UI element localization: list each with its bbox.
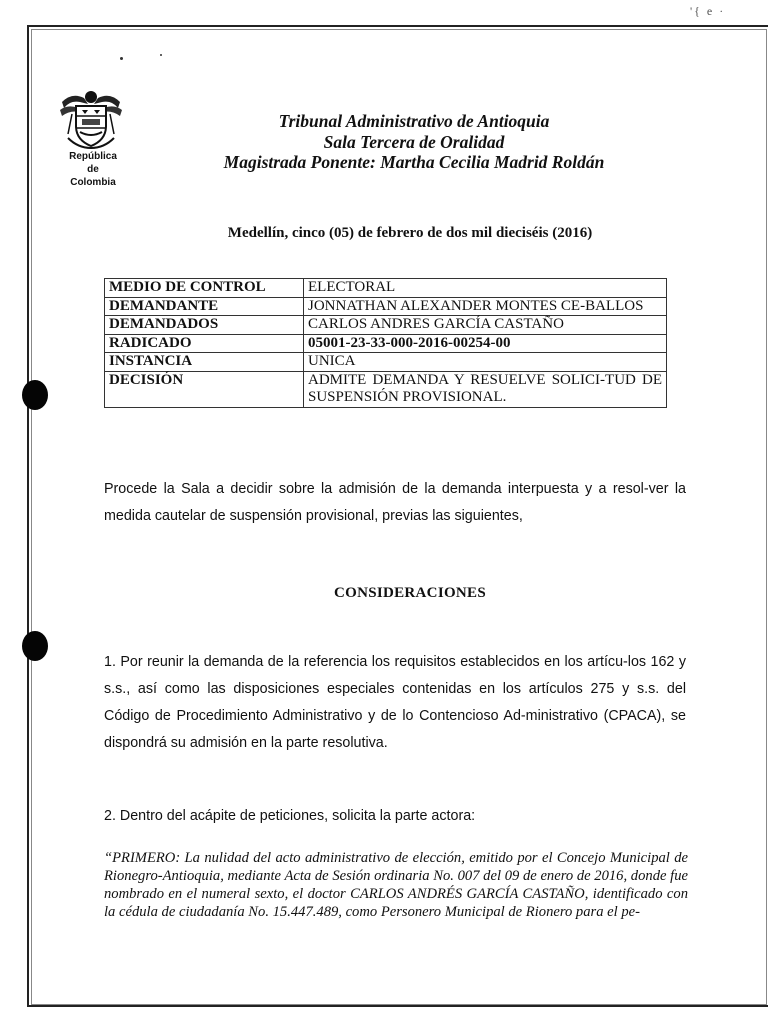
table-row	[105, 316, 667, 335]
corner-handwritten-mark: '{ e ·	[690, 4, 726, 18]
country-label	[56, 150, 130, 189]
field-label: DEMANDANTE	[105, 297, 304, 316]
quoted-petition: “PRIMERO: La nulidad del acto administrativo de elección, emitido por el Concejo Municipal de Rionegro-Antioquia, mediante Acta de Sesión ordinaria No. 007 del 09 de enero de 2016, donde fue nombrado en el numeral sexto, el doctor CARLOS ANDRÉS GARCÍA CASTAÑO, identificado con la cédula de ciudadanía No. 15.447.489, como Personero Municipal de Rionero para el pe-	[104, 850, 688, 920]
table-row	[105, 297, 667, 316]
case-details-table	[104, 278, 667, 408]
punch-hole	[22, 631, 48, 661]
field-value: ELECTORAL	[304, 279, 667, 298]
country-label-line: de	[87, 164, 99, 175]
scan-speck	[120, 57, 123, 60]
table-row	[105, 334, 667, 353]
field-value: JONNATHAN ALEXANDER MONTES CE-BALLOS	[304, 297, 667, 316]
field-label: MEDIO DE CONTROL	[105, 279, 304, 298]
field-label: RADICADO	[105, 334, 304, 353]
field-label: DECISIÓN	[105, 371, 304, 407]
document-date: Medellín, cinco (05) de febrero de dos mil dieciséis (2016)	[227, 225, 593, 241]
court-chamber: Sala Tercera de Oralidad	[323, 131, 505, 152]
table-row	[105, 279, 667, 298]
intro-paragraph: Procede la Sala a decidir sobre la admisión de la demanda interpuesta y a resol-ver la medida cautelar de suspensión provisional, previas las siguientes,	[104, 481, 686, 524]
court-name: Tribunal Administrativo de Antioquia	[278, 111, 550, 131]
punch-hole	[22, 380, 48, 410]
court-header	[170, 111, 658, 173]
section-title: CONSIDERACIONES	[333, 585, 487, 601]
colombia-coat-of-arms-icon	[58, 88, 124, 152]
field-label: DEMANDADOS	[105, 316, 304, 335]
presiding-magistrate: Magistrada Ponente: Martha Cecilia Madrid Roldán	[223, 152, 605, 172]
table-row	[105, 371, 667, 407]
country-label-line: Colombia	[70, 177, 116, 188]
field-value: UNICA	[304, 353, 667, 372]
scan-speck	[160, 54, 162, 56]
field-value: ADMITE DEMANDA Y RESUELVE SOLICI-TUD DE SUSPENSIÓN PROVISIONAL.	[304, 371, 667, 407]
paragraph-1: 1. Por reunir la demanda de la referencia los requisitos establecidos en los artícu-los 162 y s.s., así como las disposiciones especiales contenidas en los artículos 275 y s.s. del Código de Procedimiento Administrativo y de lo Contencioso Ad-ministrativo (CPACA), se dispondrá su admisión en la parte resolutiva.	[104, 654, 686, 751]
paragraph-2: 2. Dentro del acápite de peticiones, solicita la parte actora:	[104, 808, 476, 824]
table-row	[105, 353, 667, 372]
country-label-line: República	[69, 151, 117, 162]
field-value: CARLOS ANDRES GARCÍA CASTAÑO	[304, 316, 667, 335]
field-label: INSTANCIA	[105, 353, 304, 372]
field-value: 05001-23-33-000-2016-00254-00	[304, 334, 667, 353]
